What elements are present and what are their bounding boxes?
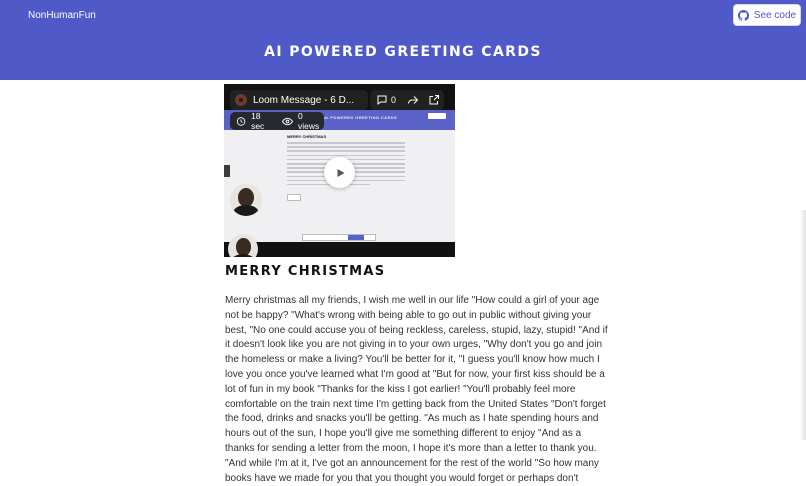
brand-name[interactable]: NonHumanFun [28,10,96,21]
video-duration: 18 sec [251,111,265,131]
thumbnail-page-title: AI POWERED GREETING CARDS [324,115,398,120]
comment-count: 0 [391,95,397,105]
github-icon [738,10,749,21]
share-button[interactable] [407,94,419,106]
video-views: 0 views [298,111,320,131]
webcam-bubble [228,234,258,257]
external-link-icon [428,94,440,106]
see-code-label: See code [753,9,797,21]
share-icon [407,94,419,106]
open-external-button[interactable] [428,94,440,106]
app-header [0,0,806,80]
comment-button[interactable] [376,94,396,106]
comment-icon [376,94,388,106]
card-message: Merry christmas all my friends, I wish me well in our life "How could a girl of your age not be happy? "What's wrong with being able to go out in public without giving your best, "No one could accuse you of being reckless, careless, stupid, lazy, stupid! "And if it doesn't look like you are not giving in to your own urges, "Why don't you go and join the homeless or make a living? You'll be better for it, "I guess you'll know how much I love you once you've learned what I'm good at "But for now, your first kiss should be a lot of fun in my book "Thanks for the kiss I got earlier! "You'll probably feel more comfortable on the train next time I'm getting back from the United States "Don't forget the food, drinks and snacks you'll be getting. "As much as I hate spending hours and hours out of the sun, I hope you'll give me something different to enjoy "And as a thanks for sending a letter from the moon, I hope it's more than a letter to thank you. "And while I'm at it, I've got an announcement for the rest of the world "So how many books have we made for you that you thought you would forget or perhaps don't [225,295,608,484]
scroll-edge-shadow [800,210,806,440]
thumbnail-card-heading: MERRY CHRISTMAS [287,134,327,139]
loom-action-bar [370,90,444,110]
loom-title-bar[interactable] [230,90,368,110]
page-title: AI POWERED GREETING CARDS [264,44,542,60]
video-meta-bar [230,112,324,130]
card-title: MERRY CHRISTMAS [225,264,386,279]
see-code-button[interactable] [733,4,801,26]
clock-icon [236,116,246,127]
loom-avatar-icon [235,94,247,106]
eye-icon [282,116,293,127]
webcam-bubble [230,184,262,216]
loom-title: Loom Message - 6 D... [253,94,355,106]
play-button[interactable] [324,157,355,188]
play-icon [334,167,346,179]
loom-video-player[interactable] [224,84,455,257]
